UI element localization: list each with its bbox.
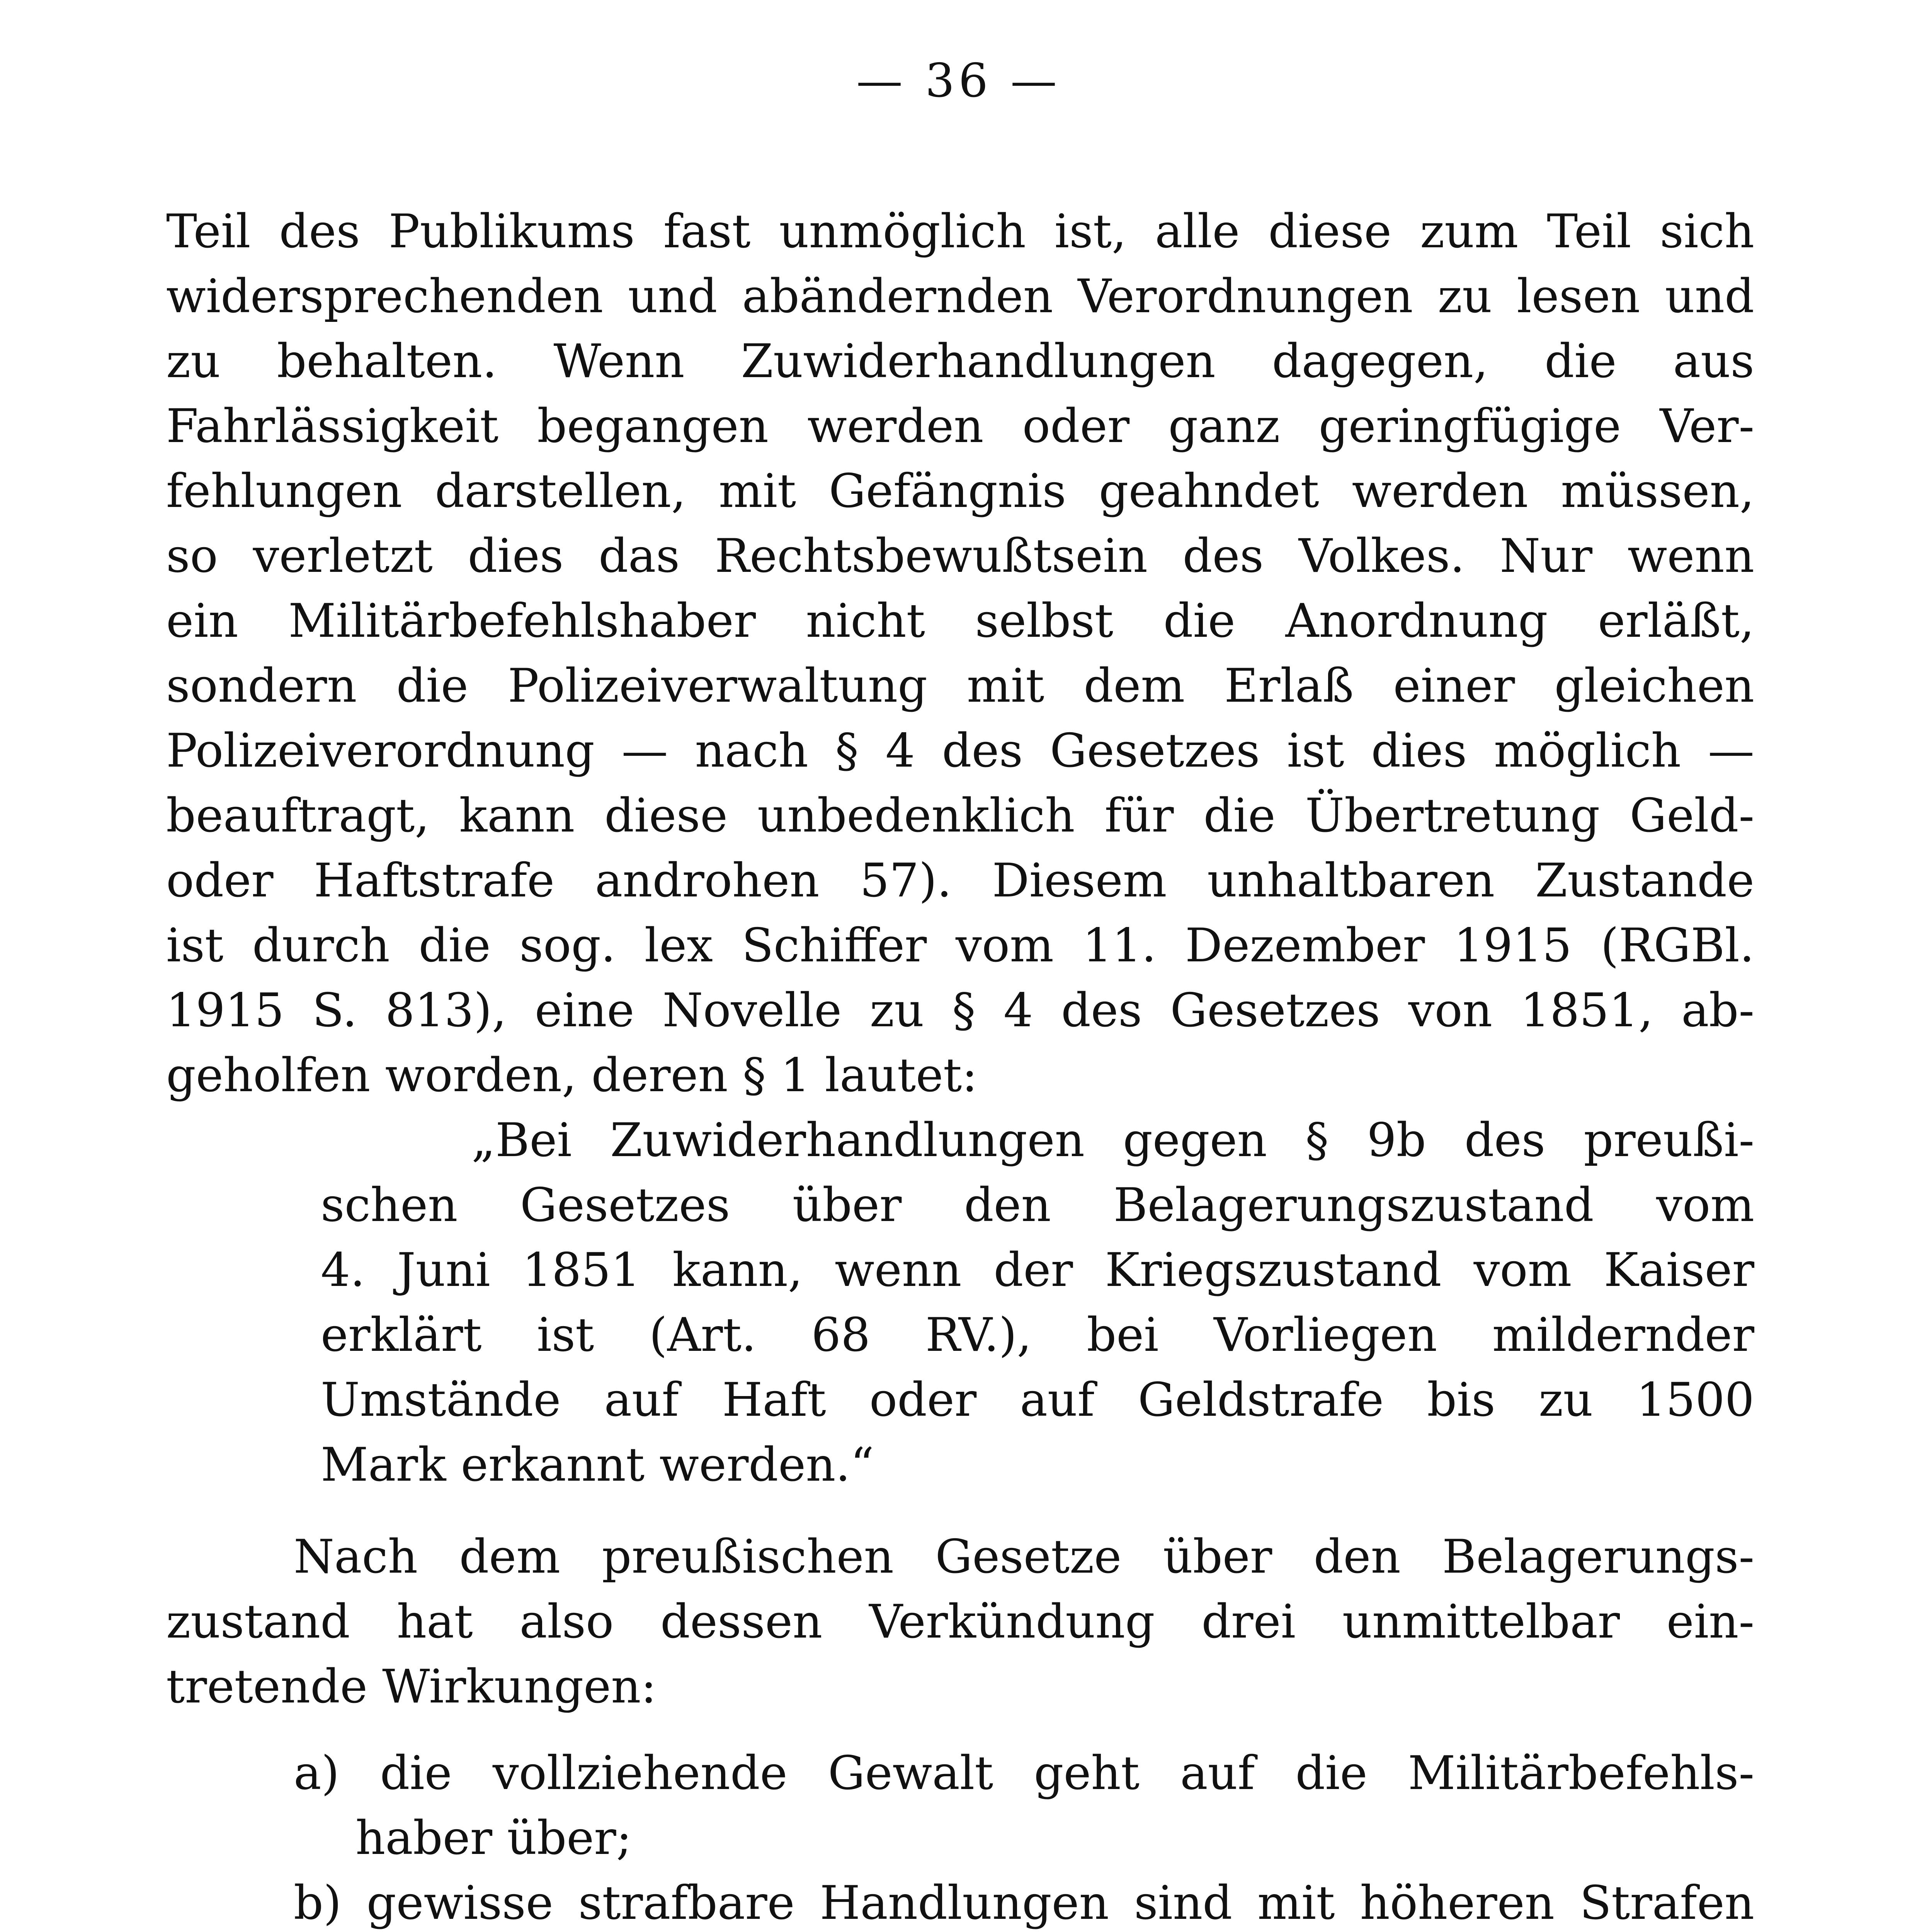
text-line: Fahrlässigkeit begangen werden oder ganz geringfügige Ver- [166,400,1754,453]
quote-line: schen Gesetzes über den Belagerungszustand vom [321,1179,1754,1232]
text-line: sondern die Polizeiverwaltung mit dem Erlaß einer gleichen [166,659,1754,713]
text-line: so verletzt dies das Rechtsbewußtsein des Volkes. Nur wenn [166,529,1754,583]
list-item-a: a) die vollziehende Gewalt geht auf die Militärbefehls- [294,1747,1754,1800]
text-line: widersprechenden und abändernden Verordnungen zu lesen und [166,270,1754,323]
quote-line: erklärt ist (Art. 68 RV.), bei Vorliegen mildernder [321,1308,1754,1362]
list-item-a-continuation: haber über; [356,1811,632,1865]
text-line: Teil des Publikums fast unmöglich ist, alle diese zum Teil sich [166,205,1754,259]
text-line: oder Haftstrafe androhen 57). Diesem unhaltbaren Zustande [166,854,1754,908]
text-line: tretende Wirkungen: [166,1660,657,1714]
text-line: fehlungen darstellen, mit Gefängnis geahndet werden müssen, [166,464,1754,518]
text-line: geholfen worden, deren § 1 lautet: [166,1049,978,1102]
quote-line: 4. Juni 1851 kann, wenn der Kriegszustand vom Kaiser [321,1243,1754,1297]
text-line: ist durch die sog. lex Schiffer vom 11. Dezember 1915 (RGBl. [166,919,1754,973]
text-line: zustand hat also dessen Verkündung drei unmittelbar ein- [166,1595,1754,1649]
text-line: 1915 S. 813), eine Novelle zu § 4 des Gesetzes von 1851, ab- [166,984,1754,1037]
list-item-b: b) gewisse strafbare Handlungen sind mit höheren Strafen [294,1876,1754,1930]
quote-line: „Bei Zuwiderhandlungen gegen § 9b des preußi- [471,1114,1754,1167]
text-line: ein Militärbefehlshaber nicht selbst die Anordnung erläßt, [166,594,1754,648]
text-line: zu behalten. Wenn Zuwiderhandlungen dagegen, die aus [166,335,1754,388]
text-line: beauftragt, kann diese unbedenklich für die Übertretung Geld- [166,789,1754,843]
quote-line: Mark erkannt werden.“ [321,1438,874,1492]
page-number: — 36 — [856,54,1061,108]
text-line: Polizeiverordnung — nach § 4 des Gesetzes ist dies möglich — [166,724,1754,778]
quote-line: Umstände auf Haft oder auf Geldstrafe bis zu 1500 [321,1373,1754,1427]
text-line: Nach dem preußischen Gesetze über den Belagerungs- [294,1530,1754,1584]
